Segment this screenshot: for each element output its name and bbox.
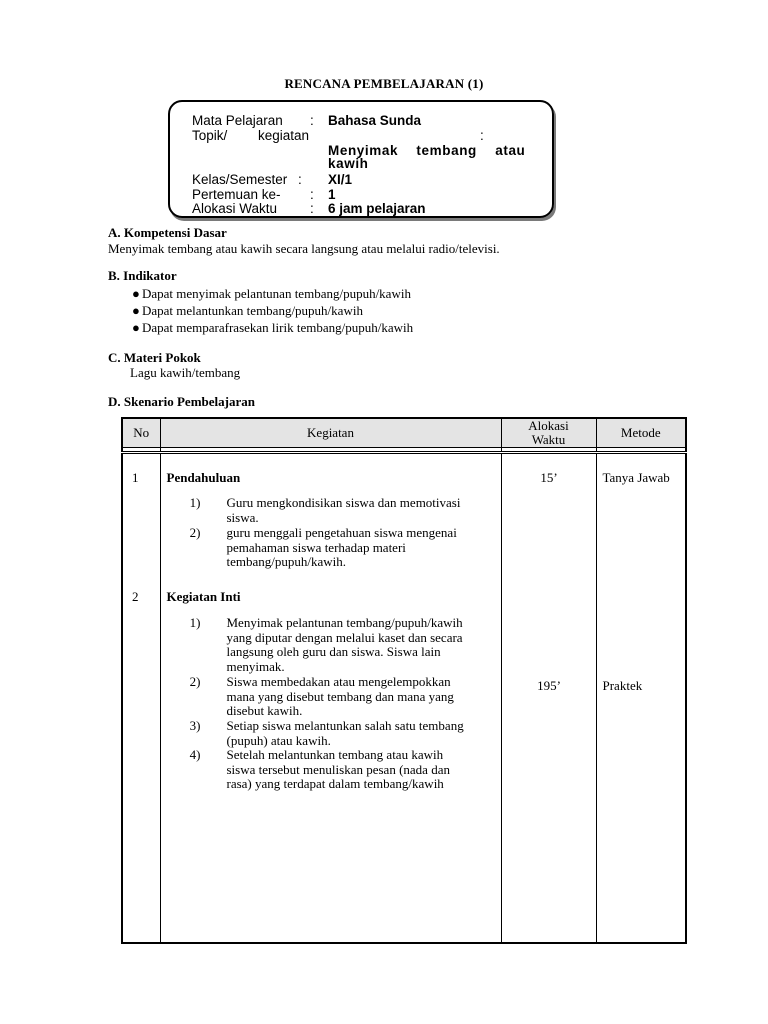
colon: : (310, 113, 314, 128)
row-2-waktu: 195’ (537, 678, 561, 693)
colon: : (310, 187, 314, 202)
subject-info-box (168, 100, 554, 218)
mata-pelajaran-label: Mata Pelajaran (192, 113, 283, 128)
header-kegiatan: Kegiatan (160, 418, 501, 448)
row-1-metode: Tanya Jawab (602, 470, 670, 485)
col-metode (596, 453, 686, 944)
kegiatan-label: kegiatan (258, 128, 310, 143)
col-no (122, 453, 160, 944)
row-2-title: Kegiatan Inti (166, 589, 241, 604)
colon: : (310, 201, 314, 216)
header-no: No (122, 418, 160, 448)
pertemuan-label: Pertemuan ke- (192, 187, 281, 202)
mata-pelajaran-value: Bahasa Sunda (328, 113, 422, 128)
bullet-icon: ● (132, 320, 140, 335)
colon: : (480, 128, 484, 143)
section-c-heading: C. Materi Pokok (108, 350, 201, 365)
topik-value-line-2: kawih (328, 156, 369, 171)
scenario-table (121, 417, 687, 944)
pertemuan-value: 1 (328, 187, 336, 202)
topik-label: Topik/ (192, 128, 228, 143)
topik-value-line-1: Menyimak tembang atau (328, 143, 526, 158)
section-d-heading: D. Skenario Pembelajaran (108, 394, 255, 409)
bullet-icon: ● (132, 286, 140, 301)
row-1-waktu: 15’ (540, 470, 558, 485)
page-title: RENCANA PEMBELAJARAN (1) (284, 76, 484, 91)
kelas-semester-value: XI/1 (328, 172, 353, 187)
row-2-no: 2 (132, 589, 139, 604)
header-alokasi-waktu: Alokasi Waktu (501, 418, 596, 448)
header-metode: Metode (596, 418, 686, 448)
row-1-title: Pendahuluan (166, 470, 241, 485)
indicator-item: ● Dapat melantunkan tembang/pupuh/kawih (132, 303, 363, 318)
alokasi-waktu-value: 6 jam pelajaran (328, 201, 426, 216)
section-a-heading: A. Kompetensi Dasar (108, 225, 227, 240)
colon: : (298, 172, 302, 187)
section-b-heading: B. Indikator (108, 268, 177, 283)
kelas-semester-label: Kelas/Semester (192, 172, 288, 187)
indicator-item: ● Dapat memparafrasekan lirik tembang/pupuh/kawih (132, 320, 414, 335)
row-2-metode: Praktek (602, 678, 643, 693)
row-1-no: 1 (132, 470, 139, 485)
section-c-text: Lagu kawih/tembang (130, 365, 241, 380)
alokasi-waktu-label: Alokasi Waktu (192, 201, 278, 216)
col-kegiatan: Pendahuluan 1) Guru mengkondisikan siswa dan memotivasi siswa. 2) guru menggali pengetahuan siswa mengenai pemahaman siswa terhadap materi tembang/pupuh/kawih. Kegiatan Inti 1) Menyimak pelantunan tembang/pupuh/kawih yang diputar dengan melalui kaset dan secara langsung oleh guru dan siswa. Siswa lain menyimak. 2) Siswa membedakan atau mengelempokkan mana yang disebut tembang dan mana yang disebut kawih. 3) Setiap siswa melantunkan salah satu tembang (pupuh) atau kawih. 4) Setelah melantunkan tembang atau kawih siswa tersebut menuliskan pesan (nada dan rasa) yang terdapat dalam tembang/kawih (160, 453, 501, 944)
indicator-item: ● Dapat menyimak pelantunan tembang/pupuh/kawih (132, 286, 411, 301)
col-alokasi-waktu (501, 453, 596, 944)
bullet-icon: ● (132, 303, 140, 318)
section-a-text: Menyimak tembang atau kawih secara langsung atau melalui radio/televisi. (108, 241, 500, 256)
